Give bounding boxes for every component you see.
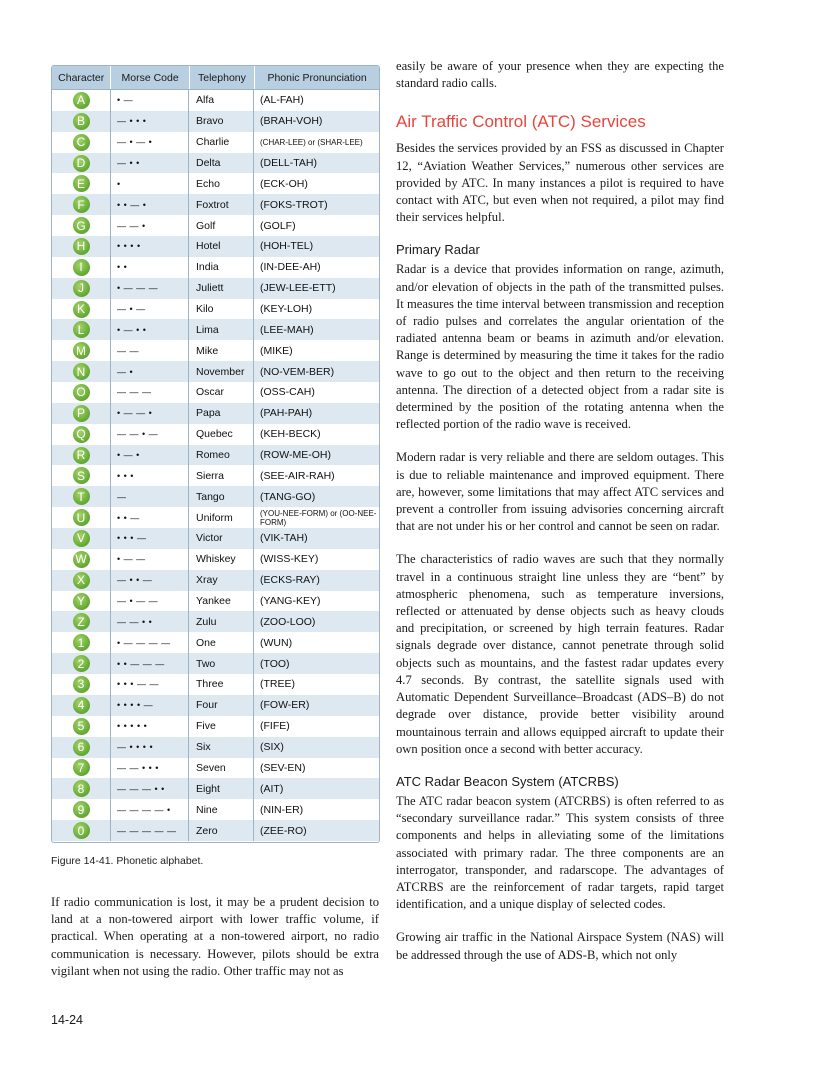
character-cell [52, 278, 111, 299]
table-row [52, 111, 379, 132]
pronunciation-cell: (SIX) [260, 741, 284, 754]
telephony-cell: Charlie [189, 132, 254, 153]
table-row [52, 90, 379, 111]
header-telephony: Telephony [190, 66, 255, 89]
pronunciation-cell: (ZOO-LOO) [260, 615, 316, 628]
character-cell [52, 507, 111, 528]
telephony-cell: Eight [189, 778, 254, 799]
character-badge: 5 [73, 718, 90, 735]
table-row [52, 758, 379, 779]
character-badge: X [73, 572, 90, 589]
morse-cell: • — — [111, 549, 189, 570]
telephony-cell: Three [189, 674, 254, 695]
character-badge: V [73, 530, 90, 547]
character-cell [52, 570, 111, 591]
pronunciation-cell: (ZEE-RO) [260, 824, 307, 837]
telephony-cell: Yankee [189, 591, 254, 612]
pronunciation-cell: (NO-VEM-BER) [260, 365, 335, 378]
character-cell [52, 90, 111, 111]
telephony-cell: Echo [189, 173, 254, 194]
telephony-cell: Bravo [189, 111, 254, 132]
pronunciation-cell: (PAH-PAH) [260, 407, 313, 420]
morse-cell: — [111, 486, 189, 507]
character-cell [52, 695, 111, 716]
table-row [52, 361, 379, 382]
character-badge: 1 [73, 634, 90, 651]
morse-cell: • [111, 173, 189, 194]
intro-paragraph: easily be aware of your presence when they are expecting the standard radio calls. [396, 59, 724, 91]
table-row [52, 591, 379, 612]
character-badge: 8 [73, 780, 90, 797]
telephony-cell: Papa [189, 403, 254, 424]
morse-cell: — • • [111, 153, 189, 174]
pronunciation-cell: (JEW-LEE-ETT) [260, 282, 336, 295]
character-cell [52, 153, 111, 174]
character-badge: P [73, 405, 90, 422]
telephony-cell: Xray [189, 570, 254, 591]
header-phonic-pronunciation: Phonic Pronunciation [267, 71, 367, 84]
character-badge: 7 [73, 759, 90, 776]
telephony-cell: One [189, 632, 254, 653]
character-cell [52, 778, 111, 799]
character-badge: O [73, 384, 90, 401]
table-header [52, 66, 379, 90]
telephony-cell: India [189, 257, 254, 278]
table-row [52, 570, 379, 591]
character-badge: W [73, 551, 90, 568]
character-badge: 6 [73, 739, 90, 756]
telephony-cell: November [189, 361, 254, 382]
character-badge: T [73, 488, 90, 505]
character-cell [52, 758, 111, 779]
character-badge: 9 [73, 801, 90, 818]
table-row [52, 695, 379, 716]
morse-cell: — • • • [111, 111, 189, 132]
table-row [52, 340, 379, 361]
morse-cell: — • — • [111, 132, 189, 153]
table-row [52, 299, 379, 320]
subsection-title-atcrbs: ATC Radar Beacon System (ATCRBS) [396, 773, 619, 789]
subsection-title-primary-radar: Primary Radar [396, 242, 480, 258]
pronunciation-cell: (YOU-NEE-FORM) or (OO-NEE-FORM) [260, 508, 377, 527]
character-badge: S [73, 467, 90, 484]
character-cell [52, 173, 111, 194]
character-cell [52, 445, 111, 466]
pronunciation-cell: (AIT) [260, 782, 284, 795]
table-row [52, 611, 379, 632]
telephony-cell: Zulu [189, 611, 254, 632]
morse-cell: • • [111, 257, 189, 278]
character-badge: Q [73, 426, 90, 443]
pronunciation-cell: (SEE-AIR-RAH) [260, 469, 335, 482]
morse-cell: • — [111, 90, 189, 111]
character-cell [52, 528, 111, 549]
pronunciation-cell: (TREE) [260, 678, 295, 691]
character-badge: L [73, 321, 90, 338]
character-badge: H [73, 238, 90, 255]
left-paragraph: If radio communication is lost, it may be a prudent decision to land at a non-towered airport with lower traffic volume, if practical. When operating at a non-towered airport, no radio communication is necessary. However, pilots should be extra vigilant when not using the radio. Other traffic may not as [51, 895, 379, 978]
character-badge: G [73, 217, 90, 234]
table-row [52, 507, 379, 528]
character-cell [52, 549, 111, 570]
character-badge: K [73, 301, 90, 318]
table-row [52, 319, 379, 340]
telephony-cell: Hotel [189, 236, 254, 257]
character-badge: 4 [73, 697, 90, 714]
morse-cell: • — • [111, 445, 189, 466]
telephony-cell: Two [189, 653, 254, 674]
telephony-cell: Seven [189, 758, 254, 779]
table-row [52, 674, 379, 695]
character-badge: 2 [73, 655, 90, 672]
table-row [52, 716, 379, 737]
character-badge: M [73, 342, 90, 359]
character-badge: 3 [73, 676, 90, 693]
table-row [52, 820, 379, 841]
morse-cell: — — • [111, 215, 189, 236]
pronunciation-cell: (BRAH-VOH) [260, 115, 323, 128]
telephony-cell: Lima [189, 319, 254, 340]
telephony-cell: Nine [189, 799, 254, 820]
table-row [52, 799, 379, 820]
table-row [52, 278, 379, 299]
pronunciation-cell: (FIFE) [260, 720, 290, 733]
morse-cell: • • • [111, 465, 189, 486]
character-cell [52, 194, 111, 215]
pronunciation-cell: (AL-FAH) [260, 94, 304, 107]
pronunciation-cell: (GOLF) [260, 219, 296, 232]
telephony-cell: Mike [189, 340, 254, 361]
pronunciation-cell: (IN-DEE-AH) [260, 261, 321, 274]
morse-cell: — — — — • [111, 799, 189, 820]
telephony-cell: Five [189, 716, 254, 737]
morse-cell: • — — — [111, 278, 189, 299]
telephony-cell: Zero [189, 820, 254, 841]
character-cell [52, 632, 111, 653]
telephony-cell: Uniform [189, 507, 254, 528]
pronunciation-cell: (WISS-KEY) [260, 553, 319, 566]
character-badge: A [73, 92, 90, 109]
morse-cell: • • — • [111, 194, 189, 215]
morse-cell: • — — • [111, 403, 189, 424]
header-morse-code: Morse Code [111, 66, 189, 89]
pronunciation-cell: (ROW-ME-OH) [260, 449, 331, 462]
atcrbs-paragraph-2: Growing air traffic in the National Airspace System (NAS) will be addressed through the use of ADS-B, which not only [396, 930, 724, 962]
figure-caption: Figure 14-41. Phonetic alphabet. [51, 855, 204, 867]
phonetic-alphabet-table [51, 65, 380, 843]
telephony-cell: Romeo [189, 445, 254, 466]
character-badge: C [73, 134, 90, 151]
pronunciation-cell: (VIK-TAH) [260, 532, 308, 545]
character-cell [52, 319, 111, 340]
pronunciation-cell: (MIKE) [260, 344, 293, 357]
telephony-cell: Foxtrot [189, 194, 254, 215]
pronunciation-cell: (ECK-OH) [260, 177, 308, 190]
pronunciation-cell: (TANG-GO) [260, 490, 316, 503]
character-badge: Z [73, 613, 90, 630]
morse-cell: • • • • • [111, 716, 189, 737]
character-cell [52, 403, 111, 424]
table-row [52, 737, 379, 758]
character-cell [52, 737, 111, 758]
pronunciation-cell: (DELL-TAH) [260, 157, 317, 169]
character-cell [52, 132, 111, 153]
table-row [52, 236, 379, 257]
character-cell [52, 257, 111, 278]
pronunciation-cell: (LEE-MAH) [260, 323, 314, 336]
table-row [52, 194, 379, 215]
morse-cell: — • • • • [111, 737, 189, 758]
morse-cell: • • — [111, 507, 189, 528]
character-cell [52, 340, 111, 361]
primary-radar-paragraph-2: Modern radar is very reliable and there are seldom outages. This is due to reliable maintenance and improved equipment. There are, however, some limitations that may affect ATC services and prevent a controller from issuing advisories concerning aircraft that are not under his or her control and cannot be seen on radar. [396, 450, 724, 534]
table-row [52, 528, 379, 549]
morse-cell: — — — — — [111, 820, 189, 841]
table-row [52, 549, 379, 570]
table-row [52, 403, 379, 424]
character-badge: N [73, 363, 90, 380]
character-cell [52, 591, 111, 612]
character-cell [52, 382, 111, 403]
telephony-cell: Six [189, 737, 254, 758]
table-row [52, 486, 379, 507]
telephony-cell: Tango [189, 486, 254, 507]
table-row [52, 215, 379, 236]
character-cell [52, 716, 111, 737]
morse-cell: — — — • • [111, 778, 189, 799]
morse-cell: — — • • [111, 611, 189, 632]
telephony-cell: Four [189, 695, 254, 716]
table-row [52, 382, 379, 403]
character-badge: R [73, 447, 90, 464]
pronunciation-cell: (KEH-BECK) [260, 428, 321, 441]
character-badge: D [73, 155, 90, 172]
telephony-cell: Golf [189, 215, 254, 236]
telephony-cell: Delta [189, 153, 254, 174]
table-row [52, 153, 379, 174]
character-cell [52, 799, 111, 820]
pronunciation-cell: (OSS-CAH) [260, 386, 315, 399]
table-row [52, 632, 379, 653]
character-badge: E [73, 175, 90, 192]
character-badge: F [73, 196, 90, 213]
character-cell [52, 111, 111, 132]
header-character: Character [52, 66, 111, 89]
telephony-cell: Victor [189, 528, 254, 549]
character-badge: Y [73, 593, 90, 610]
pronunciation-cell: (WUN) [260, 636, 293, 649]
telephony-cell: Kilo [189, 299, 254, 320]
telephony-cell: Sierra [189, 465, 254, 486]
character-cell [52, 653, 111, 674]
table-row [52, 778, 379, 799]
morse-cell: — — [111, 340, 189, 361]
character-cell [52, 236, 111, 257]
table-row [52, 653, 379, 674]
table-row [52, 424, 379, 445]
character-cell [52, 299, 111, 320]
character-cell [52, 611, 111, 632]
atcrbs-paragraph-1: The ATC radar beacon system (ATCRBS) is often referred to as “secondary surveillance radar.” This system consists of three components and helps in alleviating some of the limitations associated with primary radar. The three components are an interrogator, transponder, and radarscope. The advantages of ATCRBS are the reinforcement of radar targets, rapid target identification, and a unique display of selected codes. [396, 793, 724, 912]
character-cell [52, 486, 111, 507]
morse-cell: — • — [111, 299, 189, 320]
section-paragraph: Besides the services provided by an FSS as discussed in Chapter 12, “Aviation Weather Services,” numerous other services are provided by ATC. In many instances a pilot is required to have contact with ATC, but even when not required, a pilot may find their services helpful. [396, 141, 724, 225]
morse-cell: — • — — [111, 591, 189, 612]
character-badge: I [73, 259, 90, 276]
telephony-cell: Alfa [189, 90, 254, 111]
pronunciation-cell: (TOO) [260, 657, 290, 670]
table-row [52, 465, 379, 486]
character-badge: B [73, 113, 90, 130]
morse-cell: — — — [111, 382, 189, 403]
character-cell [52, 361, 111, 382]
morse-cell: • • • • — [111, 695, 189, 716]
telephony-cell: Juliett [189, 278, 254, 299]
section-title: Air Traffic Control (ATC) Services [396, 112, 646, 132]
morse-cell: • • • — [111, 528, 189, 549]
pronunciation-cell: (FOKS-TROT) [260, 198, 328, 211]
telephony-cell: Quebec [189, 424, 254, 445]
pronunciation-cell: (FOW-ER) [260, 699, 310, 712]
morse-cell: — • • — [111, 570, 189, 591]
character-cell [52, 215, 111, 236]
table-row [52, 257, 379, 278]
pronunciation-cell: (ECKS-RAY) [260, 574, 320, 587]
character-badge: U [73, 509, 90, 526]
table-row [52, 132, 379, 153]
morse-cell: • • • • [111, 236, 189, 257]
character-cell [52, 674, 111, 695]
primary-radar-paragraph-1: Radar is a device that provides information on range, azimuth, and/or elevation of objects in the path of the transmitted pulses. It measures the time interval between transmission and reception of radio pulses and correlates the angular orientation of the radiated antenna beam or beams in azimuth and/or elevation. Range is determined by measuring the time it takes for the radio wave to go out to the object and then return to the receiving antenna. The direction of a detected object from a radar site is determined by the position of the rotating antenna when the reflected portion of the radio wave is received. [396, 262, 724, 432]
pronunciation-cell: (KEY-LOH) [260, 303, 313, 316]
character-cell [52, 465, 111, 486]
morse-cell: • — — — — [111, 632, 189, 653]
pronunciation-cell: (YANG-KEY) [260, 595, 321, 608]
pronunciation-cell: (SEV-EN) [260, 761, 306, 774]
morse-cell: — — • • • [111, 758, 189, 779]
table-row [52, 445, 379, 466]
pronunciation-cell: (HOH-TEL) [260, 240, 314, 253]
table-body [52, 90, 379, 841]
table-row [52, 173, 379, 194]
character-badge: 0 [73, 822, 90, 839]
morse-cell: • — • • [111, 319, 189, 340]
pronunciation-cell: (CHAR-LEE) or (SHAR-LEE) [260, 137, 363, 147]
morse-cell: — • [111, 361, 189, 382]
pronunciation-cell: (NIN-ER) [260, 803, 304, 816]
morse-cell: • • — — — [111, 653, 189, 674]
telephony-cell: Oscar [189, 382, 254, 403]
character-badge: J [73, 280, 90, 297]
right-column [396, 58, 724, 980]
primary-radar-paragraph-3: The characteristics of radio waves are such that they normally travel in a continuous straight line unless they are “bent” by atmospheric phenomena, such as temperature inversions, reflected or attenuated by dense objects such as heavy clouds and precipitation, or screened by high terrain features. Radar signals degrade over distance, cannot penetrate through solid objects such as mountains, and the fastest radar updates every 4.7 seconds. By contrast, the satellite signals used with Automatic Dependent Surveillance–Broadcast (ADS–B) do not degrade over distance, provide better visibility around mountainous terrain and allows equipped aircraft to update their own position once a second with better accuracy. [396, 552, 724, 756]
page-number: 14-24 [51, 1013, 83, 1027]
morse-cell: • • • — — [111, 674, 189, 695]
telephony-cell: Whiskey [189, 549, 254, 570]
character-cell [52, 424, 111, 445]
character-cell [52, 820, 111, 841]
morse-cell: — — • — [111, 424, 189, 445]
